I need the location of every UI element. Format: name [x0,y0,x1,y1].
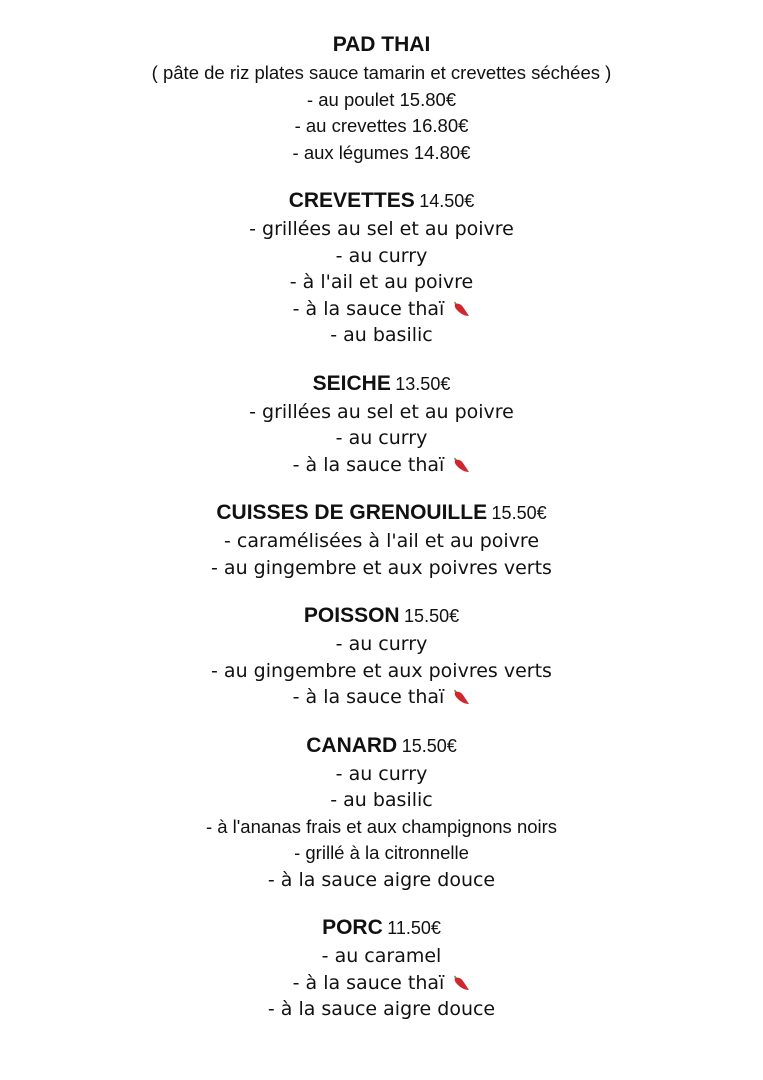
menu-section [0,30,763,166]
menu-item-text: - au poulet 15.80€ [306,88,457,110]
menu-item [0,269,763,296]
section-header [0,186,763,216]
menu-item [0,216,763,243]
item-list [0,216,763,349]
section-name: PAD THAI [332,33,431,56]
menu-item-text: - à l'ananas frais et aux champignons noirs [205,815,558,837]
section-header [0,601,763,631]
chili-pepper-icon [452,689,470,705]
menu-item-text: - au curry [335,633,428,655]
menu-item-text: - à la sauce thaï [292,686,445,708]
menu-item [0,787,763,814]
chili-pepper-icon [452,457,470,473]
section-name: PORC [322,916,383,939]
menu-item [0,87,763,114]
section-price: 11.50€ [387,918,441,938]
section-header [0,731,763,761]
menu-item [0,996,763,1023]
section-name: POISSON [303,604,400,627]
menu-item [0,113,763,140]
menu-item [0,322,763,349]
menu-item-text: - au gingembre et aux poivres verts [211,659,552,682]
menu-item-text: - grillé à la citronnelle [294,842,469,863]
menu-item [0,631,763,658]
menu-item [0,840,763,867]
chili-pepper-icon [452,975,470,991]
section-name: CANARD [306,733,398,757]
menu-item [0,243,763,270]
menu-section [0,913,763,1023]
menu-item-text: - au basilic [330,324,433,346]
menu-section [0,498,763,581]
menu-section [0,601,763,711]
menu-item [0,761,763,788]
menu-item-text: - au caramel [321,945,442,967]
item-list [0,60,763,166]
section-header [0,913,763,943]
menu-item-text: - à la sauce aigre douce [267,998,496,1020]
item-list [0,399,763,479]
menu-item-text: - grillées au sel et au poivre [249,218,514,240]
menu-item-text: - au gingembre et aux poivres verts [211,556,552,579]
menu-item-text: - à la sauce thaï [292,971,445,994]
menu-item [0,296,763,323]
menu-item [0,867,763,894]
menu-item-text: - au curry [335,244,428,267]
menu-item-text: - à l'ail et au poivre [289,271,474,293]
item-list [0,943,763,1023]
item-list [0,761,763,894]
section-name: CREVETTES [288,189,415,212]
section-name: SEICHE [312,371,391,395]
section-price: 15.50€ [491,503,547,523]
section-price: 15.50€ [404,606,460,626]
menu-item-text: - à la sauce aigre douce [267,868,496,891]
menu-section [0,186,763,349]
menu-item [0,528,763,555]
menu-section [0,731,763,894]
menu-item-text: - caramélisées à l'ail et au poivre [223,530,540,552]
chili-pepper-icon [452,301,470,317]
menu-item-text: - à la sauce thaï [292,297,445,320]
menu-item-text: - au basilic [330,789,433,811]
menu-item [0,814,763,841]
menu-item-text: - au crevettes 16.80€ [294,115,469,136]
menu-item-text: ( pâte de riz plates sauce tamarin et crevettes séchées ) [151,62,612,83]
menu-item [0,399,763,426]
menu-item [0,452,763,479]
menu-item-text: - grillées au sel et au poivre [249,400,514,423]
menu-item-text: - à la sauce thaï [292,453,445,476]
menu-item [0,140,763,167]
menu-item-text: - au curry [335,427,428,449]
section-price: 15.50€ [401,735,457,756]
menu-item [0,684,763,711]
menu-item-text: - aux légumes 14.80€ [292,141,471,163]
menu [0,30,763,1043]
section-price: 13.50€ [395,373,451,394]
menu-item-text: - au curry [335,762,428,785]
section-price: 14.50€ [419,191,475,211]
menu-item [0,970,763,997]
menu-item [0,425,763,452]
menu-item [0,60,763,87]
section-header [0,369,763,399]
item-list [0,631,763,711]
menu-item [0,658,763,685]
menu-item [0,555,763,582]
section-name: CUISSES DE GRENOUILLE [216,501,488,524]
menu-item [0,943,763,970]
section-header [0,30,763,60]
menu-section [0,369,763,479]
item-list [0,528,763,581]
section-header [0,498,763,528]
